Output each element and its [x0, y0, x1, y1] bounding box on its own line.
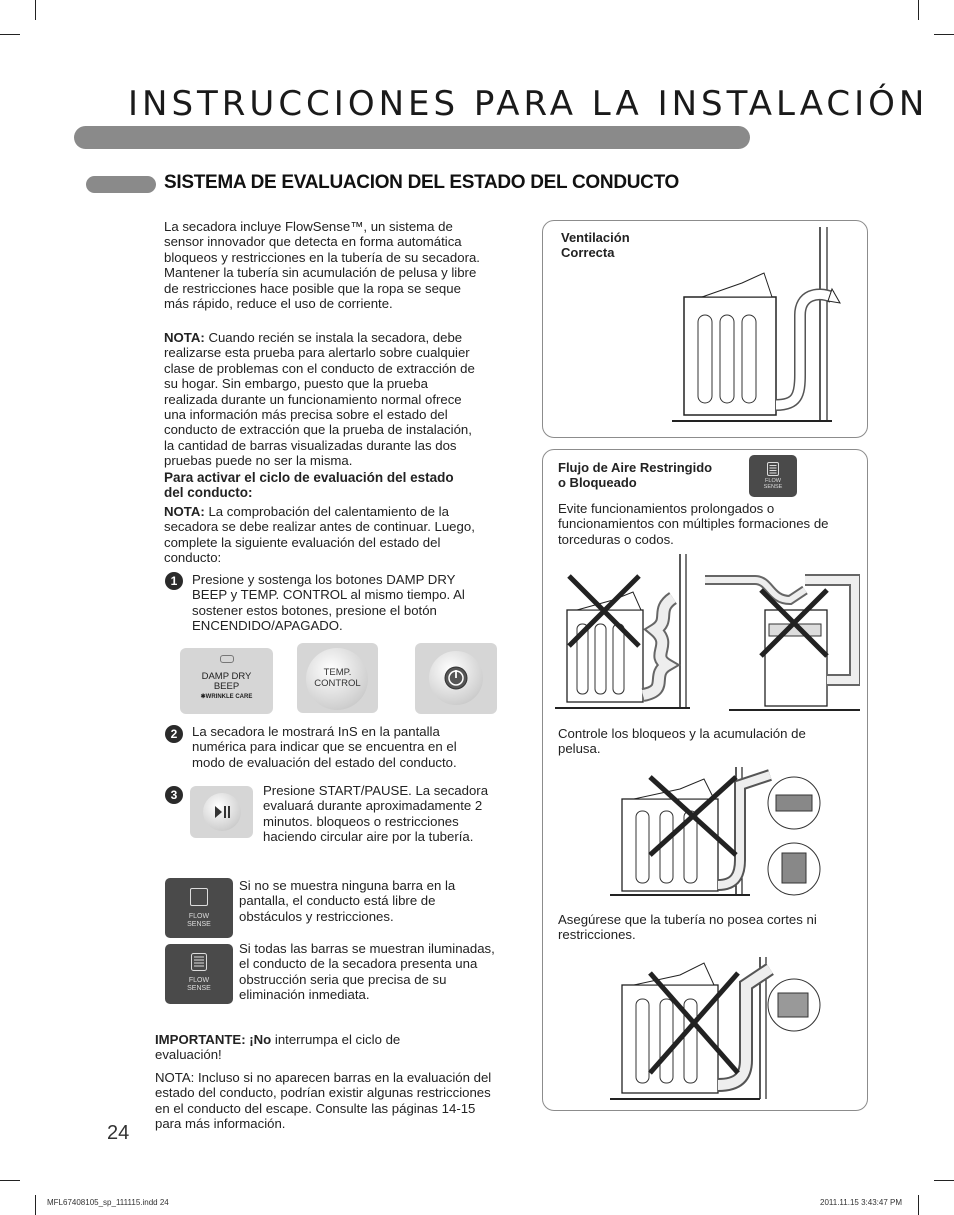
full-bars-icon	[767, 462, 779, 476]
crop-mark	[0, 1180, 20, 1181]
step-2-text: La secadora le mostrará InS en la pantalla numérica para indicar que se encuentra en el modo de evaluación del estado del conducto.	[192, 724, 457, 770]
flow-sense-empty-display	[165, 878, 233, 938]
step-3-text: Presione START/PAUSE. La secadora evaluará durante aproximadamente 2 minutos. bloqueos o restricciones haciendo circular aire por la tubería.	[263, 783, 489, 845]
important-note	[155, 1032, 435, 1063]
wrinkle-care-label: ✱WRINKLE CARE	[200, 694, 253, 700]
flow-label-line1: FLOW	[188, 913, 210, 920]
result-all-bars-text: Si todas las barras se muestran iluminadas, el conducto de la secadora presenta una obstrucción seria que precisa de su eliminación inmediata.	[239, 941, 495, 1003]
crop-mark	[35, 0, 36, 20]
temp-control-label	[297, 667, 378, 689]
restrictions-note: NOTA: Incluso si no aparecen barras en la evaluación del estado del conducto, podrían existir algunas restricciones en el conducto del escape. Consulte las páginas 14-15 para más información.	[155, 1070, 492, 1132]
note-text: Cuando recién se instala la secadora, debe realizarse esta prueba para alertarlo sobre cualquier clase de problemas con el conducto de extracción de su hogar. Sin embargo, puesto que la prueba realizada durante un funcionamiento normal ofrece una información más precisa sobre el estado del conducto de extracción que la prueba de instalación, la cantidad de barras visualizadas durante las dos pruebas puede no ser la misma.	[164, 330, 475, 469]
play-pause-icon	[212, 804, 232, 820]
correct-vent-title	[561, 230, 630, 261]
important-label: IMPORTANTE: ¡No	[155, 1032, 272, 1047]
footer-file-name: MFL67408105_sp_111115.indd 24	[47, 1198, 169, 1207]
flow-label-line2: SENSE	[187, 985, 211, 992]
restricted-title	[558, 460, 712, 491]
crop-mark	[934, 1180, 954, 1181]
step-1-text: Presione y sostenga los botones DAMP DRY BEEP y TEMP. CONTROL al mismo tiempo. Al sostener estos botones, presione el botón ENCENDIDO/APAGADO.	[192, 572, 465, 634]
crop-mark	[0, 34, 20, 35]
crop-mark	[35, 1195, 36, 1215]
flow-sense-label	[749, 478, 797, 490]
result-no-bars-text: Si no se muestra ninguna barra en la pantalla, el conducto está libre de obstáculos y restricciones.	[239, 878, 456, 924]
note-warmup	[164, 504, 484, 566]
step-number-3: 3	[165, 786, 183, 804]
damp-dry-line1: DAMP DRY	[201, 671, 252, 682]
power-icon	[442, 664, 470, 692]
indicator-light-icon	[220, 655, 234, 663]
note-label: NOTA:	[164, 504, 205, 519]
lint-blockage-illustration	[610, 765, 825, 901]
restricted-title-line1: Flujo de Aire Restringido	[558, 460, 713, 475]
start-pause-button	[190, 786, 253, 838]
step-number-1: 1	[165, 572, 183, 590]
restricted-title-line2: o Bloqueado	[558, 475, 637, 491]
page-title: INSTRUCCIONES PARA LA INSTALACIÓN	[128, 84, 929, 124]
restricted-text: Evite funcionamientos prolongados o funcionamientos con múltiples formaciones de torceduras o codos.	[558, 501, 829, 547]
full-bars-icon	[191, 953, 207, 971]
flow-sense-label	[165, 977, 233, 993]
note-text: La comprobación del calentamiento de la secadora se debe realizar antes de continuar. Luego, complete la siguiente evaluación del estado del conducto:	[164, 504, 475, 566]
note-label: NOTA:	[164, 330, 205, 345]
section-pill	[86, 176, 156, 193]
crop-mark	[918, 1195, 919, 1215]
correct-vent-illustration	[672, 225, 842, 427]
empty-bar-icon	[190, 888, 208, 906]
step-number-2: 2	[165, 725, 183, 743]
flow-sense-warning-display	[749, 455, 797, 497]
flow-sense-label	[165, 913, 233, 929]
power-button	[415, 643, 497, 714]
temp-line2: CONTROL	[314, 678, 361, 689]
flow-sense-full-display	[165, 944, 233, 1004]
flow-label-line1: FLOW	[765, 478, 781, 484]
intro-paragraph: La secadora incluye FlowSense™, un sistema de sensor innovador que detecta en forma automática bloqueos y restricciones en la tubería de su secadora. Mantener la tubería sin acumulación de pelusa y libre de restricciones hace posible que la ropa se seque más rápido, reduce el uso de corriente.	[164, 219, 480, 312]
section-title: SISTEMA DE EVALUACION DEL ESTADO DEL CONDUCTO	[164, 172, 680, 193]
flow-label-line2: SENSE	[187, 921, 211, 928]
title-divider-bar	[74, 126, 750, 149]
page-number: 24	[107, 1122, 130, 1144]
correct-title-line1: Ventilación	[561, 230, 630, 245]
temp-line1: TEMP.	[323, 667, 352, 678]
check-lint-text: Controle los bloqueos y la acumulación de pelusa.	[558, 726, 806, 757]
crop-mark	[918, 0, 919, 20]
temp-control-button	[297, 643, 378, 713]
crushed-duct-illustration	[610, 955, 825, 1103]
important-text: interrumpa el ciclo de evaluación!	[155, 1032, 401, 1063]
crop-mark	[934, 34, 954, 35]
correct-title-line2: Correcta	[561, 245, 615, 261]
flow-label-line1: FLOW	[188, 977, 210, 984]
flow-label-line2: SENSE	[763, 484, 783, 490]
damp-dry-label	[180, 672, 273, 702]
kinked-duct-illustration	[555, 550, 860, 716]
activate-heading: Para activar el ciclo de evaluación del estado del conducto:	[164, 470, 454, 501]
ensure-duct-text: Asegúrese que la tubería no posea cortes ni restricciones.	[558, 912, 817, 943]
note-installation	[164, 330, 484, 469]
footer-timestamp: 2011.11.15 3:43:47 PM	[820, 1198, 902, 1207]
damp-dry-line2: BEEP	[213, 681, 240, 692]
damp-dry-beep-button	[180, 648, 273, 714]
